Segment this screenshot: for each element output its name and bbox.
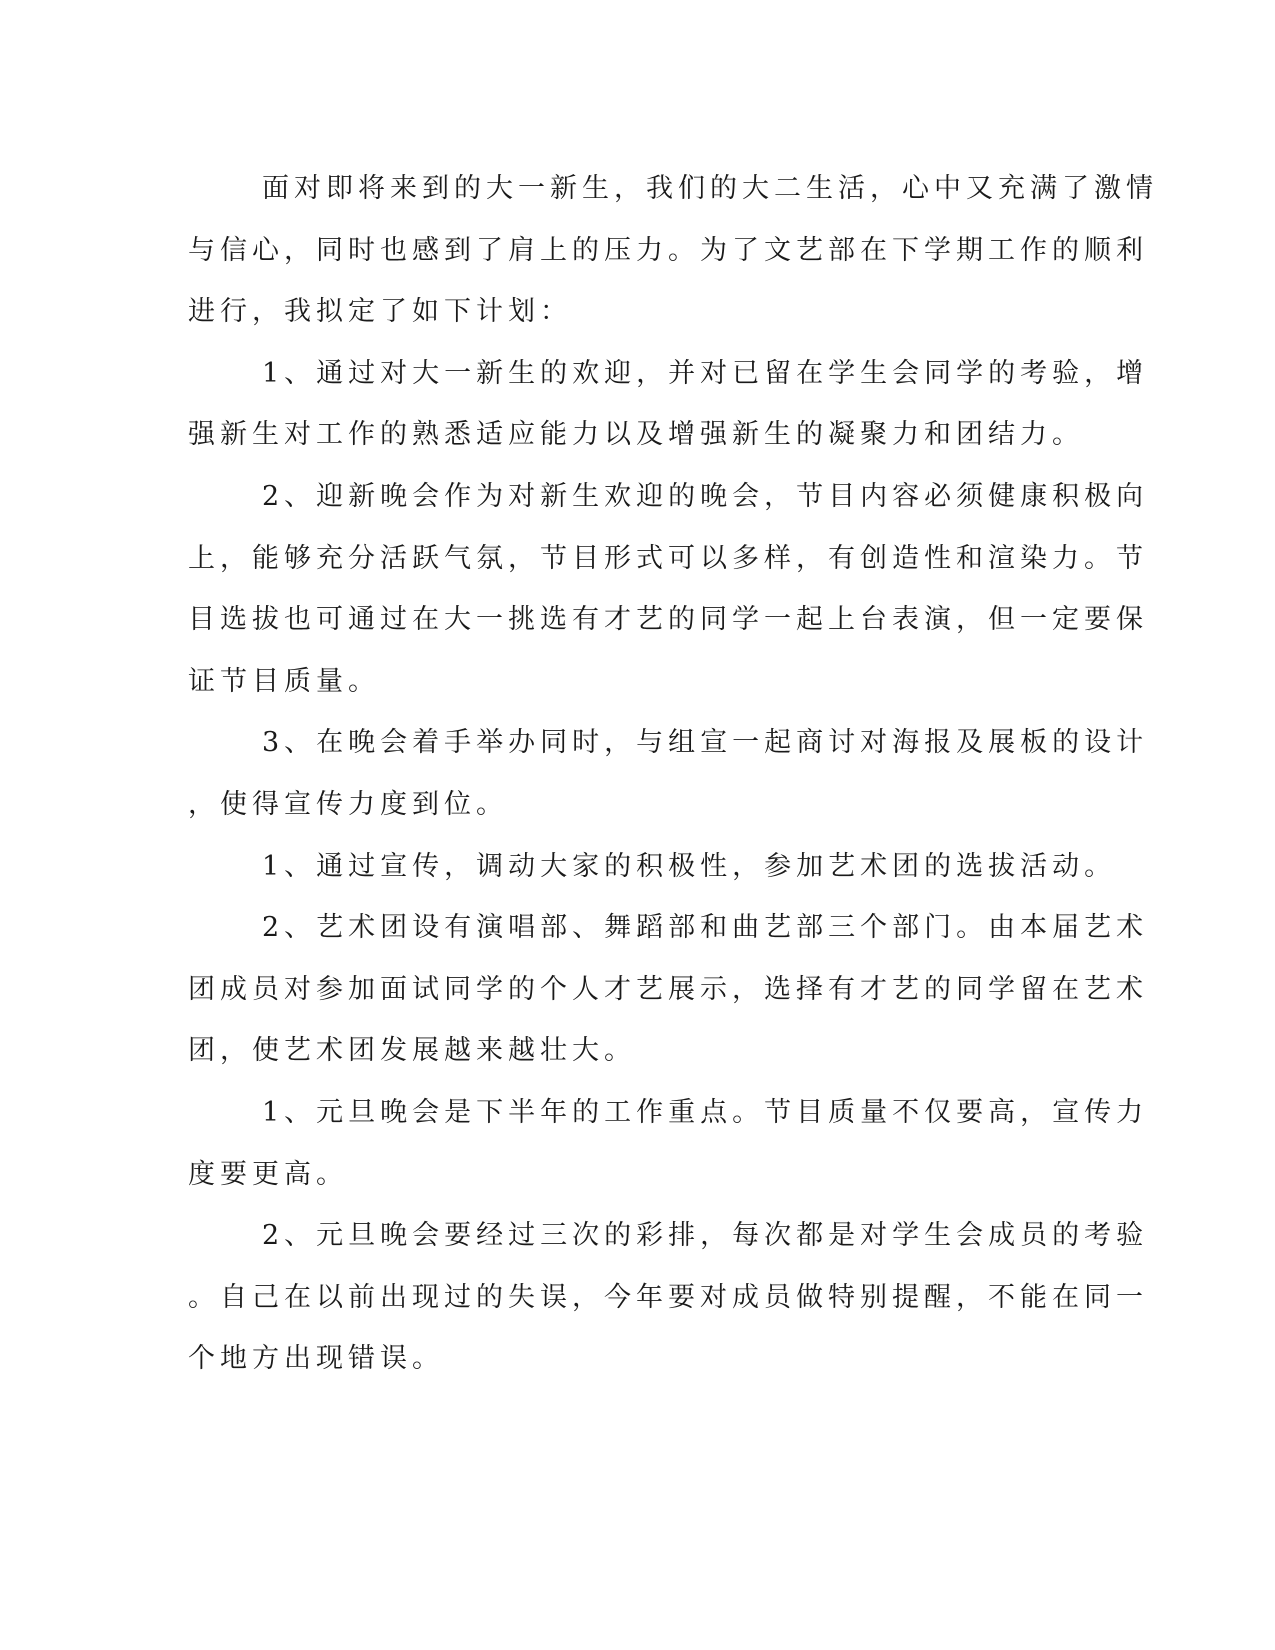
text-line: 1、元旦晚会是下半年的工作重点。节目质量不仅要高，宣传力 bbox=[262, 1096, 1149, 1128]
text-line: 团，使艺术团发展越来越壮大。 bbox=[188, 1035, 636, 1067]
text-line: 度要更高。 bbox=[188, 1158, 348, 1190]
text-line: ，使得宣传力度到位。 bbox=[188, 788, 508, 820]
text-line: 1、通过宣传，调动大家的积极性，参加艺术团的选拔活动。 bbox=[262, 850, 1117, 882]
text-line: 面对即将来到的大一新生，我们的大二生活，心中又充满了激情 bbox=[262, 173, 1158, 204]
text-line: 目选拔也可通过在大一挑选有才艺的同学一起上台表演，但一定要保 bbox=[188, 604, 1148, 636]
document-body bbox=[188, 158, 1158, 1390]
text-line: 与信心，同时也感到了肩上的压力。为了文艺部在下学期工作的顺利 bbox=[188, 234, 1148, 266]
text-line: 2、元旦晚会要经过三次的彩排，每次都是对学生会成员的考验 bbox=[262, 1220, 1149, 1252]
text-line: 2、迎新晚会作为对新生欢迎的晚会，节目内容必须健康积极向 bbox=[262, 480, 1149, 512]
text-line: 强新生对工作的熟悉适应能力以及增强新生的凝聚力和团结力。 bbox=[188, 419, 1084, 451]
text-line: 团成员对参加面试同学的个人才艺展示，选择有才艺的同学留在艺术 bbox=[188, 973, 1148, 1005]
text-line: 上，能够充分活跃气氛，节目形式可以多样，有创造性和渲染力。节 bbox=[188, 542, 1148, 574]
text-line: 3、在晚会着手举办同时，与组宣一起商讨对海报及展板的设计 bbox=[262, 727, 1149, 759]
text-line: 1、通过对大一新生的欢迎，并对已留在学生会同学的考验，增 bbox=[262, 357, 1149, 389]
text-line: 进行，我拟定了如下计划： bbox=[188, 296, 572, 328]
text-line: 证节目质量。 bbox=[188, 665, 380, 697]
text-line: 。自己在以前出现过的失误，今年要对成员做特别提醒，不能在同一 bbox=[188, 1281, 1148, 1313]
text-line: 2、艺术团设有演唱部、舞蹈部和曲艺部三个部门。由本届艺术 bbox=[262, 912, 1149, 944]
text-line: 个地方出现错误。 bbox=[188, 1343, 444, 1375]
